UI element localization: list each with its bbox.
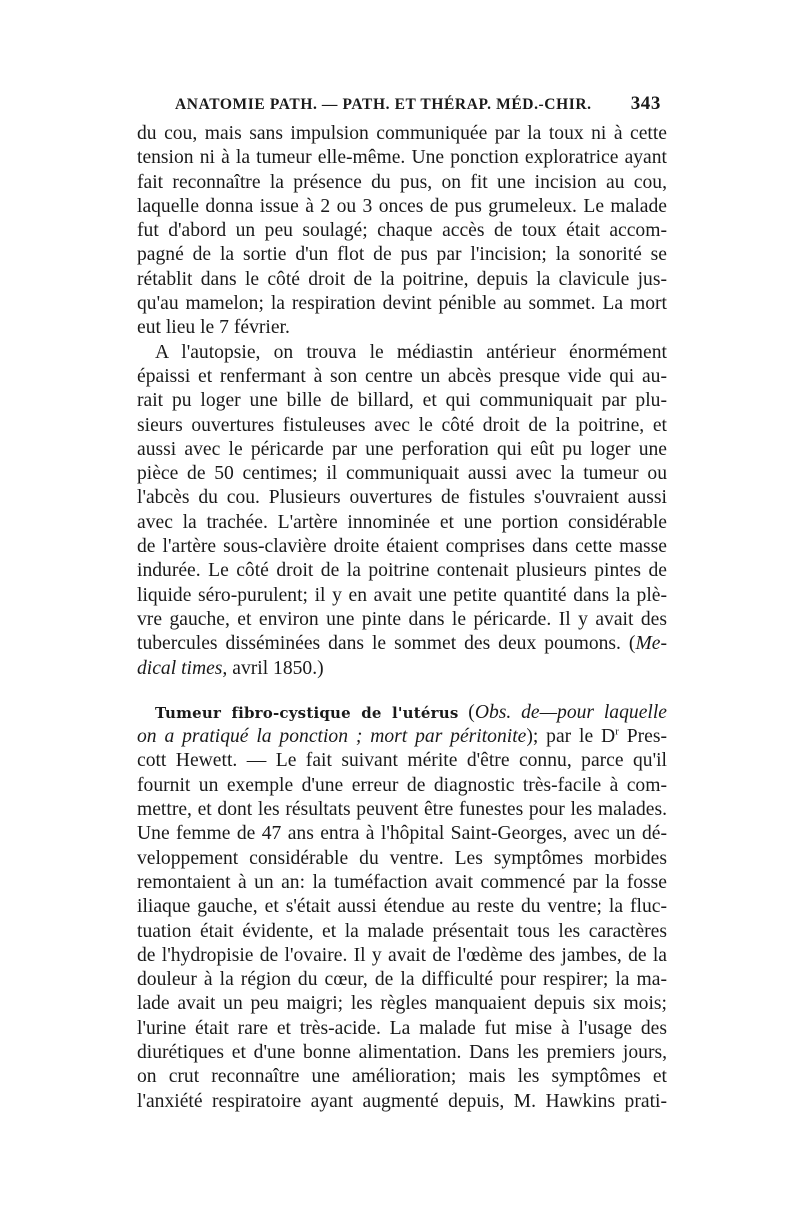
citation-journal: dical times, [137, 657, 228, 679]
text-line [137, 701, 667, 725]
text-line: liquide séro-purulent; il y en avait une petite quantité dans la plè- [137, 584, 667, 606]
text-line: diurétiques et d'une bonne alimentation. Dans les premiers jours, [137, 1041, 667, 1063]
text-line: aussi avec le péricarde par une perforation qui eût pu loger une [137, 438, 667, 460]
text-line: mettre, et dont les résultats peuvent être funestes pour les malades. [137, 799, 667, 821]
text-line: fut d'abord un peu soulagé; chaque accès de toux était accom- [137, 220, 667, 242]
citation-date: avril 1850.) [227, 657, 324, 679]
text-line: rait pu loger une bille de billard, et qui communiquait par plu- [137, 390, 667, 412]
running-head [137, 92, 667, 122]
text-line: rétablit dans le côté droit de la poitrine, depuis la clavicule jus- [137, 268, 667, 290]
text-line: laquelle donna issue à 2 ou 3 onces de pus grumeleux. Le malade [137, 195, 667, 217]
text-line: Une femme de 47 ans entra à l'hôpital Saint-Georges, avec un dé- [137, 823, 667, 845]
text-line: du cou, mais sans impulsion communiquée par la toux ni à cette [137, 123, 667, 144]
text-line: A l'autopsie, on trouva le médiastin antérieur énormément [155, 341, 667, 363]
text-line [137, 657, 667, 681]
section-title: Tumeur fibro-cystique de l'utérus [155, 703, 459, 722]
observation-subtitle: Obs. de—pour laquelle [474, 701, 667, 723]
text-line: vre gauche, et environ une pinte dans le péricarde. Il y avait des [137, 608, 667, 630]
text-line: épaissi et renfermant à son centre un abcès presque vide qui au- [137, 365, 667, 387]
text-line: qu'au mamelon; la respiration devint pénible au sommet. La mort [137, 293, 667, 315]
doctor-abbrev: r [615, 725, 619, 738]
running-head-title: ANATOMIE PATH. — PATH. ET THÉRAP. MÉD.-CHIR. [175, 96, 592, 113]
text-line: l'abcès du cou. Plusieurs ouvertures de fistules s'ouvraient aussi [137, 487, 667, 509]
text-line: tension ni à la tumeur elle-même. Une ponction exploratrice ayant [137, 147, 667, 169]
text-line: fournit un exemple d'une erreur de diagnostic très-facile à com- [137, 774, 667, 796]
paragraph-autopsy [137, 341, 667, 681]
text-segment: Pres- [618, 726, 667, 748]
text-line: lade avait un peu maigri; les règles manquaient depuis six mois; [137, 993, 667, 1015]
text-line: l'anxiété respiratoire ayant augmenté depuis, M. Hawkins prati- [137, 1090, 667, 1112]
page-number: 343 [630, 93, 661, 114]
book-page [137, 92, 667, 1114]
text-line: douleur à la région du cœur, de la difficulté pour respirer; la ma- [137, 969, 667, 991]
text-line: avec la trachée. L'artère innominée et une portion considérable [137, 511, 667, 533]
text-line: eut lieu le 7 février. [137, 317, 290, 339]
text-line [137, 632, 667, 656]
text-segment: ( [458, 701, 475, 723]
text-line: cott Hewett. — Le fait suivant mérite d'être connu, parce qu'il [137, 750, 667, 772]
citation-journal: Me- [635, 633, 667, 655]
text-line: de l'hydropisie de l'ovaire. Il y avait de l'œdème des jambes, de la [137, 944, 667, 966]
text-line: remontaient à un an: la tuméfaction avait commencé par la fosse [137, 871, 667, 893]
text-line: fait reconnaître la présence du pus, on fit une incision au cou, [137, 171, 667, 193]
text-line: tuation était évidente, et la malade présentait tous les caractères [137, 920, 667, 942]
text-line: iliaque gauche, et s'était aussi étendue au reste du ventre; la fluc- [137, 896, 667, 918]
text-line: pagné de la sortie d'un flot de pus par l'incision; la sonorité se [137, 244, 667, 266]
text-line: indurée. Le côté droit de la poitrine contenait plusieurs pintes de [137, 560, 667, 582]
section-gap [137, 681, 667, 701]
text-line: de l'artère sous-clavière droite étaient comprises dans cette masse [137, 536, 667, 558]
text-line: sieurs ouvertures fistuleuses avec le côté droit de la poitrine, et [137, 414, 667, 436]
text-line: pièce de 50 centimes; il communiquait aussi avec la tumeur ou [137, 463, 667, 485]
text-line: veloppement considérable du ventre. Les symptômes morbides [137, 847, 667, 869]
text-line: on crut reconnaître une amélioration; mais les symptômes et [137, 1066, 667, 1088]
text-segment: tubercules disséminées dans le sommet des deux poumons. ( [137, 633, 636, 655]
text-line [137, 725, 667, 749]
paragraph-continued [137, 122, 667, 341]
observation-subtitle: on a pratiqué la ponction ; mort par péritonite [137, 726, 527, 748]
text-line: l'urine était rare et très-acide. La malade fut mise à l'usage des [137, 1017, 667, 1039]
section-uterine-tumor [137, 701, 667, 1114]
text-segment: ); par le D [526, 726, 616, 748]
